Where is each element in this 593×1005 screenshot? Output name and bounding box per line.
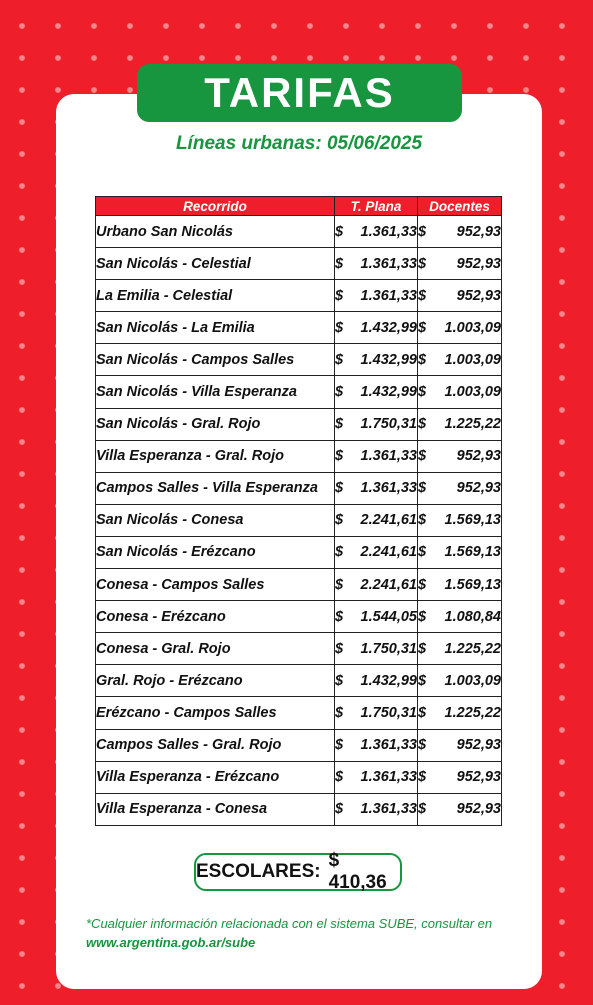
price-value: 952,93 bbox=[456, 287, 501, 304]
table-row bbox=[96, 504, 502, 536]
price-value: 1.225,22 bbox=[444, 704, 501, 721]
currency-symbol: $ bbox=[335, 608, 344, 625]
docentes-cell bbox=[418, 697, 502, 729]
tarifa-plana-cell bbox=[335, 216, 418, 248]
price-value: 1.080,84 bbox=[444, 608, 501, 625]
route-cell: Gral. Rojo - Erézcano bbox=[96, 665, 335, 697]
docentes-cell bbox=[418, 633, 502, 665]
currency-symbol: $ bbox=[335, 512, 344, 529]
table-row bbox=[96, 793, 502, 825]
table-row bbox=[96, 280, 502, 312]
currency-symbol: $ bbox=[335, 448, 344, 465]
table-row bbox=[96, 440, 502, 472]
route-cell: Erézcano - Campos Salles bbox=[96, 697, 335, 729]
currency-symbol: $ bbox=[418, 287, 427, 304]
currency-symbol: $ bbox=[418, 672, 427, 689]
table-header-row bbox=[96, 197, 502, 216]
table-row bbox=[96, 761, 502, 793]
docentes-cell bbox=[418, 376, 502, 408]
table-row bbox=[96, 344, 502, 376]
price-value: 1.750,31 bbox=[360, 640, 417, 657]
route-cell: San Nicolás - Gral. Rojo bbox=[96, 408, 335, 440]
docentes-cell bbox=[418, 248, 502, 280]
table-row bbox=[96, 312, 502, 344]
docentes-cell bbox=[418, 729, 502, 761]
price-value: 952,93 bbox=[456, 480, 501, 497]
table-row bbox=[96, 569, 502, 601]
route-cell: San Nicolás - Villa Esperanza bbox=[96, 376, 335, 408]
docentes-cell bbox=[418, 440, 502, 472]
tarifa-plana-cell bbox=[335, 729, 418, 761]
price-value: 1.361,33 bbox=[360, 769, 417, 786]
price-value: 1.361,33 bbox=[360, 801, 417, 818]
route-cell: San Nicolás - Erézcano bbox=[96, 536, 335, 568]
currency-symbol: $ bbox=[418, 448, 427, 465]
price-value: 1.750,31 bbox=[360, 704, 417, 721]
tarifa-plana-cell bbox=[335, 440, 418, 472]
currency-symbol: $ bbox=[418, 801, 427, 818]
currency-symbol: $ bbox=[335, 672, 344, 689]
route-cell: Campos Salles - Villa Esperanza bbox=[96, 472, 335, 504]
currency-symbol: $ bbox=[418, 576, 427, 593]
currency-symbol: $ bbox=[335, 416, 344, 433]
currency-symbol: $ bbox=[335, 704, 344, 721]
currency-symbol: $ bbox=[335, 223, 344, 240]
docentes-cell bbox=[418, 216, 502, 248]
footer-note-text: *Cualquier información relacionada con el sistema SUBE, consultar en bbox=[86, 916, 493, 931]
tarifa-plana-cell bbox=[335, 536, 418, 568]
docentes-cell bbox=[418, 601, 502, 633]
currency-symbol: $ bbox=[418, 319, 427, 336]
tarifa-plana-cell bbox=[335, 280, 418, 312]
page-subtitle: Líneas urbanas: 05/06/2025 bbox=[175, 133, 423, 154]
currency-symbol: $ bbox=[418, 351, 427, 368]
currency-symbol: $ bbox=[418, 608, 427, 625]
price-value: 1.432,99 bbox=[360, 384, 417, 401]
table-row bbox=[96, 216, 502, 248]
route-cell: San Nicolás - Campos Salles bbox=[96, 344, 335, 376]
route-cell: Villa Esperanza - Gral. Rojo bbox=[96, 440, 335, 472]
currency-symbol: $ bbox=[418, 544, 427, 561]
price-value: 2.241,61 bbox=[360, 544, 417, 561]
docentes-cell bbox=[418, 408, 502, 440]
fares-table bbox=[95, 196, 502, 826]
table-row bbox=[96, 601, 502, 633]
price-value: 1.750,31 bbox=[360, 416, 417, 433]
route-cell: Urbano San Nicolás bbox=[96, 216, 335, 248]
currency-symbol: $ bbox=[418, 416, 427, 433]
currency-symbol: $ bbox=[335, 287, 344, 304]
docentes-cell bbox=[418, 665, 502, 697]
currency-symbol: $ bbox=[418, 223, 427, 240]
price-value: 2.241,61 bbox=[360, 576, 417, 593]
currency-symbol: $ bbox=[418, 704, 427, 721]
tarifa-plana-cell bbox=[335, 761, 418, 793]
price-value: 1.569,13 bbox=[444, 544, 501, 561]
route-cell: Villa Esperanza - Conesa bbox=[96, 793, 335, 825]
docentes-cell bbox=[418, 312, 502, 344]
table-row bbox=[96, 536, 502, 568]
currency-symbol: $ bbox=[418, 384, 427, 401]
price-value: 1.003,09 bbox=[444, 319, 501, 336]
route-cell: Villa Esperanza - Erézcano bbox=[96, 761, 335, 793]
price-value: 1.361,33 bbox=[360, 287, 417, 304]
price-value: 1.003,09 bbox=[444, 672, 501, 689]
currency-symbol: $ bbox=[335, 255, 344, 272]
docentes-cell bbox=[418, 504, 502, 536]
currency-symbol: $ bbox=[335, 384, 344, 401]
tarifa-plana-cell bbox=[335, 697, 418, 729]
tarifa-plana-cell bbox=[335, 312, 418, 344]
table-row bbox=[96, 408, 502, 440]
price-value: 1.432,99 bbox=[360, 351, 417, 368]
tarifa-plana-cell bbox=[335, 376, 418, 408]
table-row bbox=[96, 665, 502, 697]
column-header-t-plana: T. Plana bbox=[335, 197, 418, 216]
docentes-cell bbox=[418, 344, 502, 376]
price-value: 1.569,13 bbox=[444, 512, 501, 529]
price-value: 2.241,61 bbox=[360, 512, 417, 529]
price-value: 1.361,33 bbox=[360, 448, 417, 465]
currency-symbol: $ bbox=[335, 801, 344, 818]
table-row bbox=[96, 729, 502, 761]
footer-url-link[interactable]: www.argentina.gob.ar/sube bbox=[86, 935, 256, 950]
route-cell: La Emilia - Celestial bbox=[96, 280, 335, 312]
price-value: 1.361,33 bbox=[360, 737, 417, 754]
currency-symbol: $ bbox=[335, 544, 344, 561]
price-value: 1.432,99 bbox=[360, 319, 417, 336]
route-cell: Conesa - Gral. Rojo bbox=[96, 633, 335, 665]
currency-symbol: $ bbox=[418, 480, 427, 497]
currency-symbol: $ bbox=[335, 480, 344, 497]
column-header-docentes: Docentes bbox=[418, 197, 502, 216]
tarifa-plana-cell bbox=[335, 408, 418, 440]
currency-symbol: $ bbox=[335, 319, 344, 336]
route-cell: Campos Salles - Gral. Rojo bbox=[96, 729, 335, 761]
tarifa-plana-cell bbox=[335, 504, 418, 536]
table-row bbox=[96, 376, 502, 408]
docentes-cell bbox=[418, 536, 502, 568]
price-value: 1.003,09 bbox=[444, 384, 501, 401]
currency-symbol: $ bbox=[418, 255, 427, 272]
route-cell: Conesa - Erézcano bbox=[96, 601, 335, 633]
tarifa-plana-cell bbox=[335, 248, 418, 280]
route-cell: San Nicolás - Celestial bbox=[96, 248, 335, 280]
price-value: 1.361,33 bbox=[360, 480, 417, 497]
table-row bbox=[96, 472, 502, 504]
price-value: 1.544,05 bbox=[360, 608, 417, 625]
tarifa-plana-cell bbox=[335, 472, 418, 504]
price-value: 1.361,33 bbox=[360, 223, 417, 240]
column-header-recorrido: Recorrido bbox=[96, 197, 335, 216]
table-row bbox=[96, 697, 502, 729]
docentes-cell bbox=[418, 280, 502, 312]
price-value: 1.003,09 bbox=[444, 351, 501, 368]
price-value: 952,93 bbox=[456, 737, 501, 754]
docentes-cell bbox=[418, 472, 502, 504]
tarifa-plana-cell bbox=[335, 793, 418, 825]
tarifa-plana-cell bbox=[335, 665, 418, 697]
currency-symbol: $ bbox=[418, 640, 427, 657]
route-cell: Conesa - Campos Salles bbox=[96, 569, 335, 601]
docentes-cell bbox=[418, 761, 502, 793]
price-value: 952,93 bbox=[456, 448, 501, 465]
price-value: 952,93 bbox=[456, 769, 501, 786]
escolares-badge bbox=[194, 850, 402, 893]
price-value: 952,93 bbox=[456, 255, 501, 272]
route-cell: San Nicolás - La Emilia bbox=[96, 312, 335, 344]
currency-symbol: $ bbox=[418, 737, 427, 754]
price-value: 1.569,13 bbox=[444, 576, 501, 593]
escolares-value: $ 410,36 bbox=[328, 850, 387, 893]
currency-symbol: $ bbox=[335, 351, 344, 368]
tarifa-plana-cell bbox=[335, 633, 418, 665]
price-value: 952,93 bbox=[456, 801, 501, 818]
tarifa-plana-cell bbox=[335, 569, 418, 601]
tarifa-plana-cell bbox=[335, 344, 418, 376]
page-title: TARIFAS bbox=[137, 64, 462, 122]
price-value: 1.432,99 bbox=[360, 672, 417, 689]
currency-symbol: $ bbox=[335, 576, 344, 593]
table-row bbox=[96, 633, 502, 665]
price-value: 1.225,22 bbox=[444, 640, 501, 657]
price-value: 1.361,33 bbox=[360, 255, 417, 272]
route-cell: San Nicolás - Conesa bbox=[96, 504, 335, 536]
currency-symbol: $ bbox=[335, 737, 344, 754]
docentes-cell bbox=[418, 793, 502, 825]
currency-symbol: $ bbox=[418, 769, 427, 786]
footer-note bbox=[86, 914, 516, 952]
price-value: 952,93 bbox=[456, 223, 501, 240]
price-value: 1.225,22 bbox=[444, 416, 501, 433]
tarifa-plana-cell bbox=[335, 601, 418, 633]
currency-symbol: $ bbox=[418, 512, 427, 529]
table-row bbox=[96, 248, 502, 280]
docentes-cell bbox=[418, 569, 502, 601]
escolares-label: ESCOLARES: bbox=[196, 861, 321, 882]
currency-symbol: $ bbox=[335, 769, 344, 786]
currency-symbol: $ bbox=[335, 640, 344, 657]
